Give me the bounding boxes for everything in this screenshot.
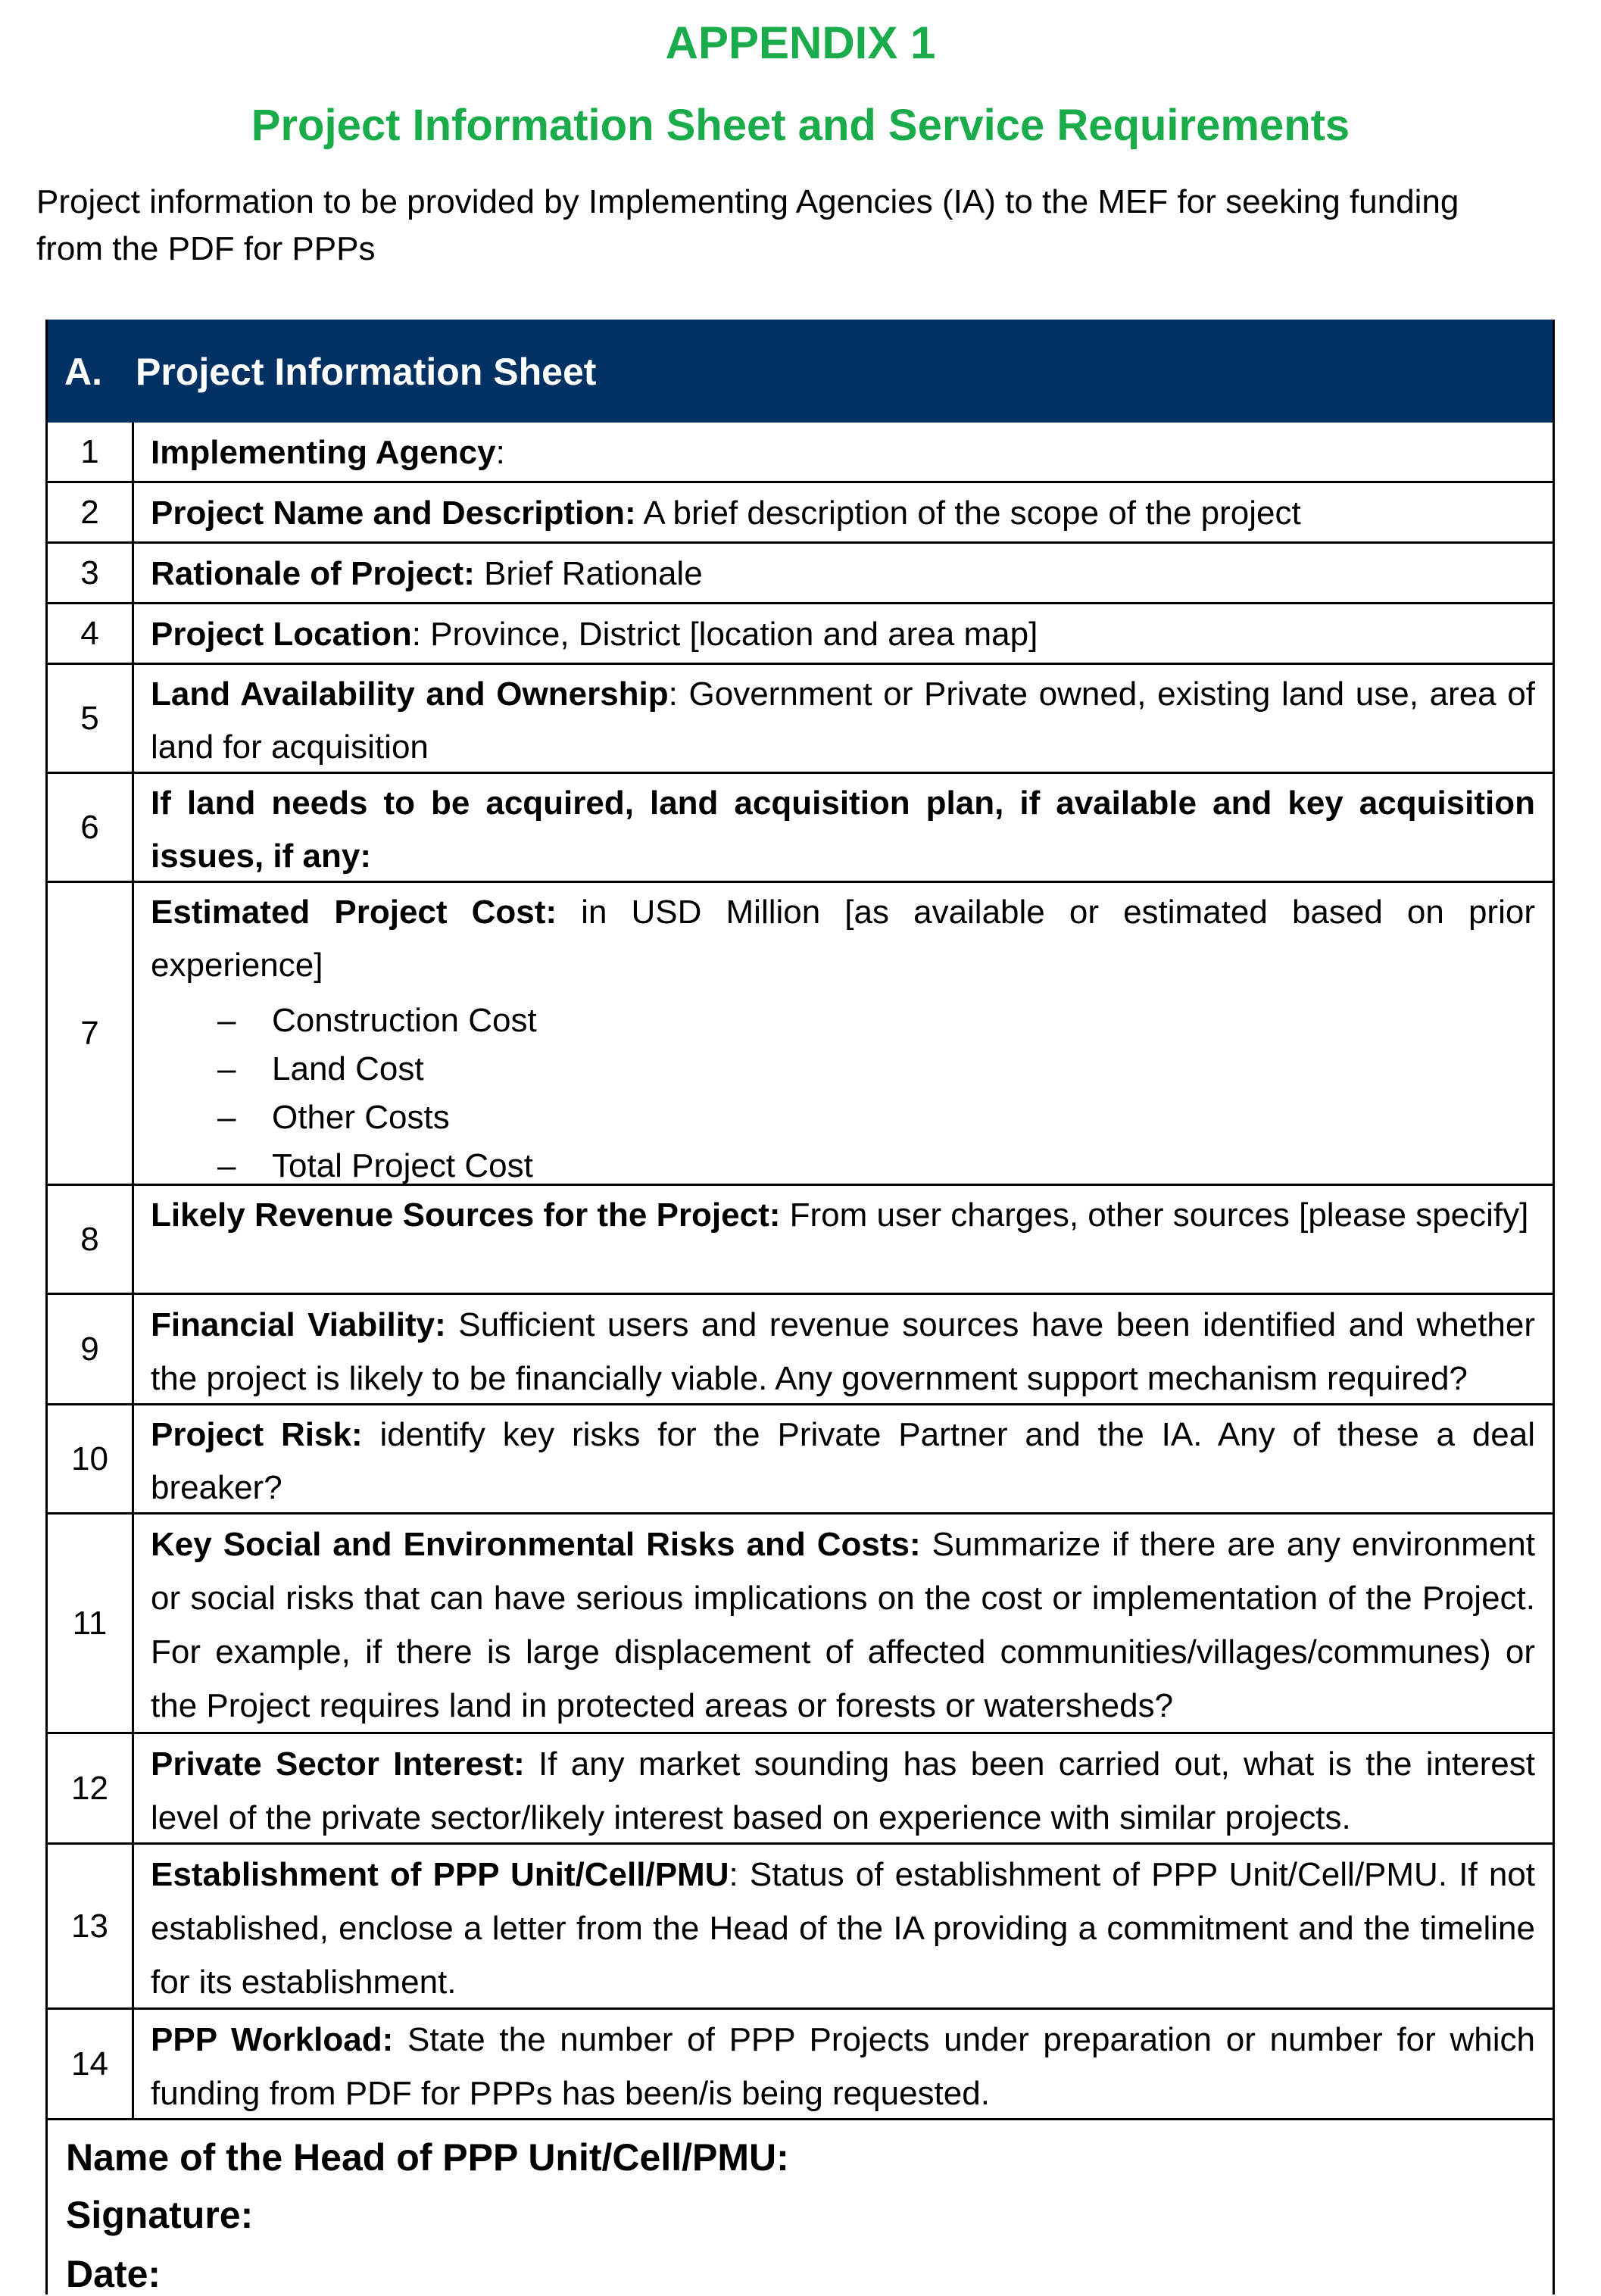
row-label: Estimated Project Cost: — [151, 894, 557, 931]
row-label: Private Sector Interest: — [151, 1745, 525, 1783]
row-number: 10 — [48, 1405, 134, 1512]
row-content — [151, 1408, 1535, 1515]
row-label: Project Location — [151, 616, 412, 653]
row-content — [151, 1848, 1535, 2009]
bullet-label: Land Cost — [272, 1050, 424, 1087]
row-label: If land needs to be acquired, land acquisition plan, if available and key acquisition issues, if any: — [151, 785, 1535, 875]
row-content — [151, 668, 1535, 774]
document-title: Project Information Sheet and Service Requirements — [251, 101, 1350, 150]
row-number: 2 — [48, 483, 134, 541]
row-text: : Status of establishment of PPP Unit/Cell/PMU. If not established, enclose a letter from the Head of the IA providing a commitment and the timeline for its establishment. — [151, 1856, 1535, 2001]
row-text: identify key risks for the Private Partner and the IA. Any of these a deal breaker? — [151, 1416, 1536, 1506]
row-label: Establishment of PPP Unit/Cell/PMU — [151, 1856, 729, 1893]
row-text: : Province, District [location and area map] — [411, 616, 1038, 653]
table-row-10 — [48, 1405, 1553, 1515]
table-row-2 — [48, 483, 1553, 544]
date-label: Date: — [66, 2253, 161, 2295]
row-label: Project Risk: — [151, 1416, 363, 1453]
dash-bullet-icon: – — [217, 1002, 236, 1039]
table-row-4 — [48, 604, 1553, 665]
table-row-6 — [48, 774, 1553, 883]
signature-label: Signature: — [66, 2194, 254, 2236]
row-number: 3 — [48, 544, 134, 602]
row-number: 14 — [48, 2010, 134, 2118]
row-content — [151, 547, 1535, 601]
intro-paragraph — [36, 179, 1551, 273]
dash-bullet-icon: – — [217, 1099, 236, 1136]
bullet-label: Total Project Cost — [272, 1147, 533, 1184]
intro-line-2: from the PDF for PPPs — [36, 230, 376, 267]
table-row-11 — [48, 1515, 1553, 1734]
appendix-heading: APPENDIX 1 — [665, 17, 936, 68]
row-label: Likely Revenue Sources for the Project: — [151, 1196, 781, 1234]
row-text: Brief Rationale — [474, 555, 703, 592]
section-title: Project Information Sheet — [136, 351, 597, 393]
row-content — [151, 486, 1535, 540]
head-name-label: Name of the Head of PPP Unit/Cell/PMU: — [66, 2136, 789, 2179]
row-text: If any market sounding has been carried out, what is the interest level of the private sector/likely interest based on experience with similar projects. — [151, 1745, 1535, 1836]
row-content — [151, 1189, 1535, 1242]
table-row-9 — [48, 1295, 1553, 1405]
row-content — [151, 1737, 1535, 1845]
row-content — [151, 2013, 1535, 2120]
row-number: 1 — [48, 423, 134, 481]
table-row-8 — [48, 1186, 1553, 1295]
row-text: From user charges, other sources [please specify] — [780, 1196, 1529, 1234]
table-row-13 — [48, 1845, 1553, 2010]
row-text: : Government or Private owned, existing land use, area of land for acquisition — [151, 675, 1535, 766]
table-row-1 — [48, 423, 1553, 483]
row-text: Summarize if there are any environment or social risks that can have serious implications on the cost or implementation of the Project. For example, if there is large displacement of affected communities/villages/communes) or the Project requires land in protected areas or forests or watersheds? — [151, 1526, 1535, 1724]
row-text: A brief description of the scope of the project — [635, 494, 1301, 532]
row-label: Land Availability and Ownership — [151, 675, 669, 713]
row-content — [151, 1298, 1535, 1405]
section-header — [48, 320, 1553, 423]
row-number: 6 — [48, 774, 134, 881]
row-number: 7 — [48, 883, 134, 1184]
row-text: : — [495, 434, 505, 471]
row-label: Implementing Agency — [151, 434, 496, 471]
table-row-5 — [48, 665, 1553, 774]
table-row-12 — [48, 1734, 1553, 1845]
row-label: PPP Workload: — [151, 2021, 394, 2058]
row-label: Financial Viability: — [151, 1306, 446, 1343]
row-label: Project Name and Description: — [151, 494, 636, 532]
intro-line-1: Project information to be provided by Implementing Agencies (IA) to the MEF for seeking funding — [36, 183, 1459, 220]
row-number: 5 — [48, 665, 134, 772]
table-row-7 — [48, 883, 1553, 1186]
row-number: 4 — [48, 604, 134, 663]
row-content — [151, 426, 1535, 479]
dash-bullet-icon: – — [217, 1050, 236, 1087]
row-number: 12 — [48, 1734, 134, 1842]
bullet-label: Construction Cost — [272, 1002, 537, 1039]
row-label: Rationale of Project: — [151, 555, 475, 592]
section-letter: A. — [64, 351, 102, 393]
row-content — [151, 777, 1535, 883]
row-number: 11 — [48, 1515, 134, 1732]
table-row-14 — [48, 2010, 1553, 2120]
row-content — [151, 607, 1535, 661]
bullet-label: Other Costs — [272, 1099, 450, 1136]
row-number: 8 — [48, 1186, 134, 1293]
row-number: 13 — [48, 1845, 134, 2007]
row-content — [151, 886, 1535, 992]
table-row-3 — [48, 544, 1553, 604]
row-label: Key Social and Environmental Risks and Costs: — [151, 1526, 921, 1563]
row-content — [151, 1518, 1535, 1733]
row-text: Sufficient users and revenue sources have been identified and whether the project is likely to be financially viable. Any government support mechanism required? — [151, 1306, 1536, 1397]
row-text: State the number of PPP Projects under preparation or number for which funding from PDF for PPPs has been/is being requested. — [151, 2021, 1535, 2112]
row-text: in USD Million [as available or estimated based on prior experience] — [151, 894, 1535, 984]
dash-bullet-icon: – — [217, 1147, 236, 1184]
row-number: 9 — [48, 1295, 134, 1403]
project-information-table — [45, 320, 1555, 2294]
